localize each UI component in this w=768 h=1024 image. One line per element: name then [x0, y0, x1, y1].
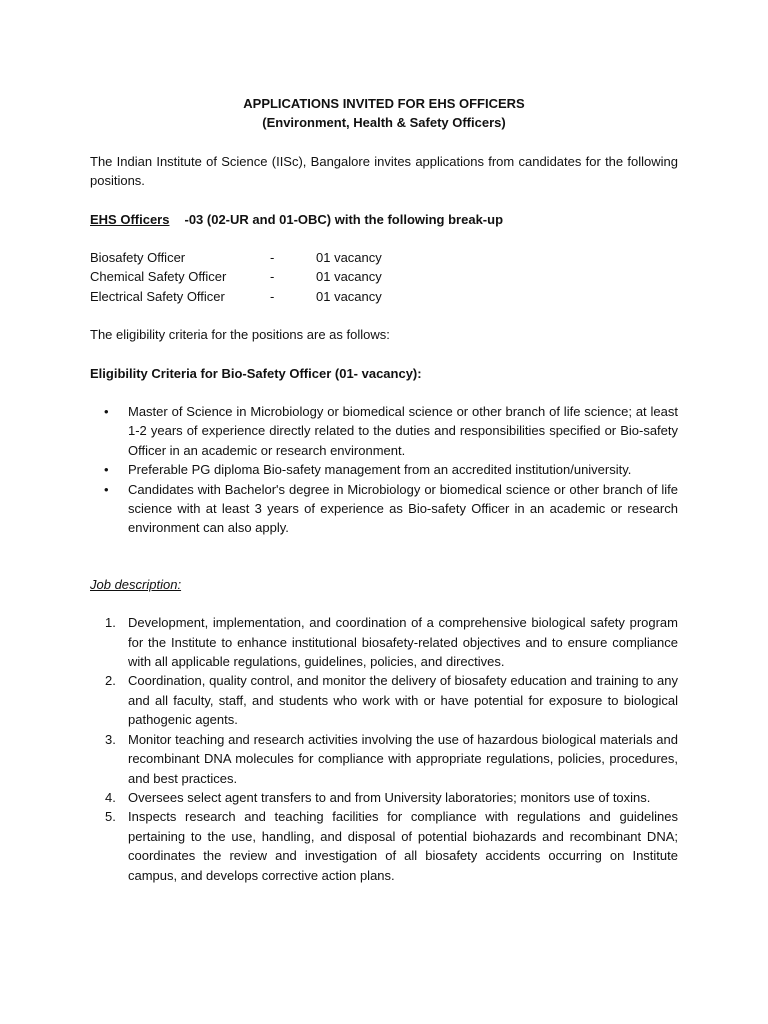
position-name: Biosafety Officer: [90, 250, 186, 266]
duty-text: Oversees select agent transfers to and from University laboratories; monitors use of toxins.: [128, 789, 651, 805]
position-dash: -: [270, 269, 275, 285]
position-dash: -: [270, 250, 275, 266]
duty-number: 2.: [105, 673, 116, 689]
duty-text: Monitor teaching and research activities involving the use of hazardous biological materials and recombinant DNA molecules for compliance with appropriate regulations, policies, procedures, and best practices.: [128, 731, 678, 786]
criteria-item: [90, 402, 678, 460]
position-row: [90, 267, 678, 286]
criteria-text: Candidates with Bachelor's degree in Microbiology or biomedical science or other branch of life science with at least 3 years of experience as Bio-safety Officer in an academic or research environment can also apply.: [128, 481, 678, 536]
eligibility-heading: Eligibility Criteria for Bio-Safety Officer (01- vacancy):: [90, 365, 422, 381]
duty-number: 3.: [105, 731, 116, 747]
position-vacancy: 01 vacancy: [316, 269, 382, 285]
positions-list: [90, 248, 678, 306]
duty-item: [90, 671, 678, 729]
position-row: [90, 248, 678, 267]
duty-text: Inspects research and teaching facilities for compliance with regulations and guidelines pertaining to the use, handling, and disposal of potential biohazards and recombinant DNA; coordinates the review and investigation of all biosafety accidents occurring on Institute campus, and develops corrective action plans.: [128, 809, 678, 883]
duty-number: 1.: [105, 615, 116, 631]
bullet-icon: •: [104, 462, 109, 478]
ehs-officers-label: EHS Officers: [90, 211, 170, 227]
duty-text: Development, implementation, and coordination of a comprehensive biological safety program for the Institute to enhance institutional biosafety-related objectives and to ensure compliance with all applicable regulations, guidelines, policies, and directives.: [128, 615, 678, 670]
ehs-officers-breakup: -03 (02-UR and 01-OBC) with the following break-up: [184, 211, 504, 227]
document-subtitle: (Environment, Health & Safety Officers): [262, 115, 506, 131]
document-title: APPLICATIONS INVITED FOR EHS OFFICERS: [243, 96, 525, 111]
position-name: Electrical Safety Officer: [90, 288, 225, 304]
job-description-heading: Job description:: [90, 576, 182, 592]
position-vacancy: 01 vacancy: [316, 250, 382, 266]
duty-item: [90, 788, 678, 807]
duties-list: [90, 613, 678, 885]
criteria-list: [90, 402, 678, 538]
duty-item: [90, 807, 678, 885]
bullet-icon: •: [104, 481, 109, 497]
criteria-text: Master of Science in Microbiology or biomedical science or other branch of life science; at least 1-2 years of experience directly related to the duties and responsibilities specified or Bio-safety Officer in an academic or research environment.: [128, 404, 678, 458]
criteria-text: Preferable PG diploma Bio-safety management from an accredited institution/university.: [128, 462, 632, 478]
duty-item: [90, 730, 678, 788]
document-page: [90, 94, 678, 885]
ehs-officers-line: [90, 210, 678, 229]
duty-number: 4.: [105, 789, 116, 805]
eligibility-intro: The eligibility criteria for the positions are as follows:: [90, 327, 390, 343]
duty-number: 5.: [105, 809, 116, 825]
position-name: Chemical Safety Officer: [90, 269, 227, 285]
duty-item: [90, 613, 678, 671]
position-vacancy: 01 vacancy: [316, 288, 382, 304]
bullet-icon: •: [104, 404, 109, 420]
criteria-item: [90, 480, 678, 538]
position-row: [90, 287, 678, 306]
position-dash: -: [270, 288, 275, 304]
criteria-item: [90, 460, 678, 479]
intro-paragraph: The Indian Institute of Science (IISc), Bangalore invites applications from candidates for the following positions.: [90, 153, 678, 189]
duty-text: Coordination, quality control, and monitor the delivery of biosafety education and training to any and all faculty, staff, and students who work with or have potential for exposure to biological pathogenic agents.: [128, 673, 678, 728]
